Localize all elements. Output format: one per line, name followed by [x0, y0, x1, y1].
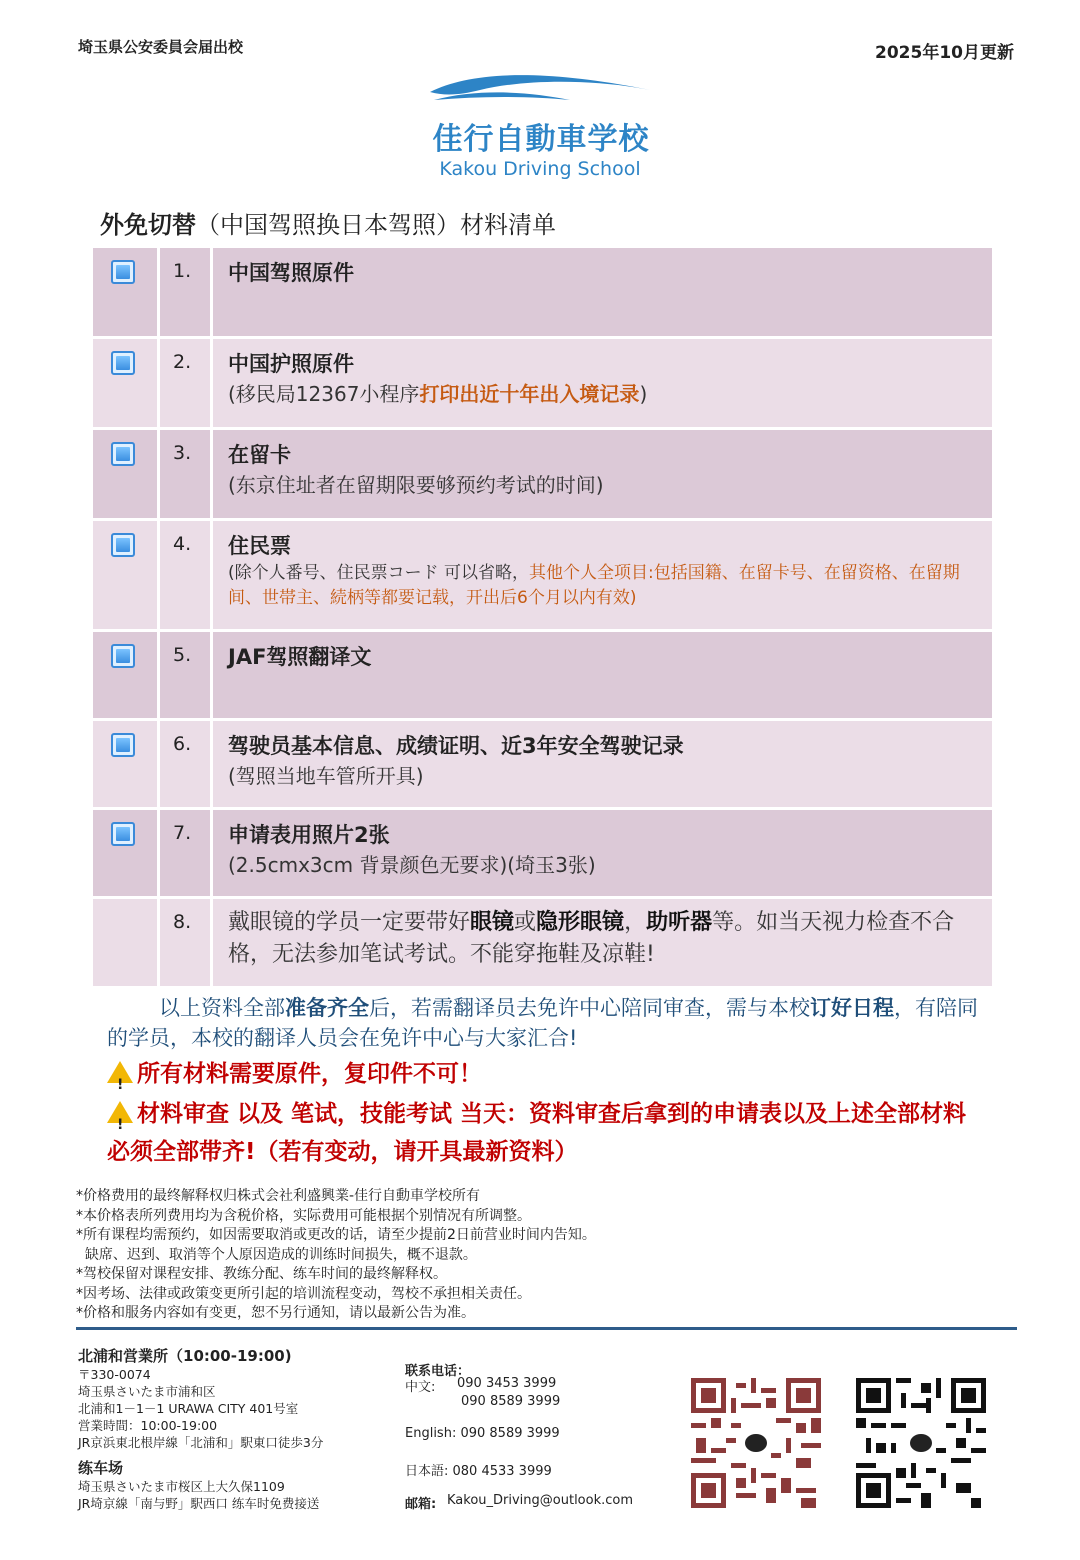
checklist-item-1 — [93, 248, 992, 339]
disclaimer-line: *价格费用的最终解释权归株式会社利盛興業-佳行自動車学校所有 — [76, 1188, 481, 1204]
disclaimer-line: *驾校保留对课程安排、教练分配、练车时间的最终解释权。 — [76, 1266, 447, 1282]
warning-icon — [107, 1101, 133, 1123]
practice-yard-info — [78, 1458, 319, 1512]
wechat-qr-code-2[interactable] — [856, 1378, 986, 1508]
item-number: 6. — [160, 721, 213, 807]
item-note: (驾照当地车管所开具) — [228, 764, 424, 788]
item-note: 戴眼镜的学员一定要带好眼镜或隐形眼镜，助听器等。如当天视力检查不合格，无法参加笔试考试。不能穿拖鞋及凉鞋! — [228, 910, 955, 967]
item-number: 8. — [160, 899, 213, 986]
item-number: 5. — [160, 632, 213, 718]
office-line: 〒330-0074 — [78, 1367, 151, 1382]
checklist-title — [100, 205, 556, 240]
wechat-qr-code-1[interactable] — [691, 1378, 821, 1508]
title-bold: 外免切替 — [100, 211, 196, 239]
school-name-en: Kakou Driving School — [439, 158, 641, 180]
disclaimer-line: *本价格表所列费用均为含税价格，实际费用可能根据个别情况有所调整。 — [76, 1207, 531, 1224]
office-line: JR京浜東北根岸線「北浦和」駅東口徒歩3分 — [78, 1435, 324, 1450]
item-note: (2.5cmx3cm 背景颜色无要求)(埼玉3张) — [228, 853, 596, 877]
item-note: (移民局12367小程序打印出近十年出入境记录) — [228, 382, 648, 406]
disclaimer-line: *因考场、法律或政策变更所引起的培训流程变动，驾校不承担相关责任。 — [76, 1285, 531, 1302]
contact-cn-label: 中文: — [405, 1380, 436, 1395]
office-line: 営業時間：10:00-19:00 — [78, 1418, 218, 1433]
disclaimer-line: *价格和服务内容如有变更，恕不另行通知，请以最新公告为准。 — [76, 1305, 475, 1321]
item-number: 2. — [160, 339, 213, 427]
warning-originals: !所有材料需要原件，复印件不可！ — [107, 1055, 987, 1093]
warning-bring-all: !材料审查 以及 笔试，技能考试 当天：资料审查后拿到的申请表以及上述全部材料必须全部带齐!（若有变动，请开具最新资料） — [107, 1095, 987, 1171]
school-logo — [420, 70, 660, 190]
checklist-item-8 — [93, 899, 992, 986]
yard-line: 埼玉県さいたま市桜区上大久保1109 — [78, 1479, 285, 1494]
school-name-cn: 佳行自動車学校 — [432, 122, 650, 157]
email-label: 邮箱: — [405, 1497, 437, 1512]
translator-notice: 以上资料全部准备齐全后，若需翻译员去免许中心陪同审查，需与本校订好日程，有陪同的学员，本校的翻译人员会在免许中心与大家汇合! — [107, 996, 978, 1050]
contact-title: 联系电话： — [405, 1364, 471, 1379]
checkbox-icon[interactable] — [111, 533, 135, 557]
item-title: 中国护照原件 — [228, 352, 354, 376]
item-note: (除个人番号、住民票コード 可以省略，其他个人全项目:包括国籍、在留卡号、在留资格、在留期间、世帯主、続柄等都要记载，开出后6个月以内有效) — [228, 563, 960, 608]
phone-en[interactable]: English: 090 8589 3999 — [405, 1426, 560, 1441]
item-number: 4. — [160, 521, 213, 629]
checklist-item-2 — [93, 339, 992, 430]
item-number: 1. — [160, 248, 213, 336]
warning-icon — [107, 1061, 133, 1083]
office-line: 北浦和1－1－1 URAWA CITY 401号室 — [78, 1401, 299, 1416]
checkbox-icon[interactable] — [111, 351, 135, 375]
yard-title: 练车场 — [78, 1459, 124, 1477]
wechat-icon — [741, 1428, 771, 1458]
checkbox-icon[interactable] — [111, 733, 135, 757]
phone-cn-2[interactable]: 090 8589 3999 — [461, 1394, 561, 1409]
footer-divider — [76, 1327, 1017, 1330]
item-title: 住民票 — [228, 534, 291, 558]
item-title: 在留卡 — [228, 443, 291, 467]
office-line: 埼玉県さいたま市浦和区 — [78, 1384, 216, 1399]
wave-icon — [420, 70, 660, 120]
phone-cn-1[interactable]: 090 3453 3999 — [457, 1376, 557, 1391]
office-title: 北浦和営業所（10:00-19:00) — [78, 1347, 292, 1365]
item-title: JAF驾照翻译文 — [228, 645, 372, 669]
checkbox-icon[interactable] — [111, 644, 135, 668]
materials-checklist — [93, 248, 992, 986]
checkbox-icon[interactable] — [111, 442, 135, 466]
checklist-item-7 — [93, 810, 992, 899]
title-rest: （中国驾照换日本驾照）材料清单 — [196, 211, 556, 239]
checkbox-icon[interactable] — [111, 260, 135, 284]
item-note: (东京住址者在留期限要够预约考试的时间) — [228, 473, 604, 497]
update-date: 2025年10月更新 — [875, 43, 1014, 63]
yard-line: JR埼京線「南与野」駅西口 练车时免费接送 — [78, 1496, 320, 1511]
contact-info — [405, 1360, 634, 1512]
item-number: 7. — [160, 810, 213, 896]
checkbox-icon[interactable] — [111, 822, 135, 846]
checklist-item-4 — [93, 521, 992, 632]
checklist-item-5 — [93, 632, 992, 721]
phone-jp[interactable]: 日本語: 080 4533 3999 — [405, 1464, 552, 1479]
office-info — [78, 1346, 323, 1451]
registration-note: 埼玉県公安委員会届出校 — [78, 38, 244, 56]
item-title: 驾驶员基本信息、成绩证明、近3年安全驾驶记录 — [228, 734, 684, 758]
item-title: 申请表用照片2张 — [228, 823, 390, 847]
email-address[interactable]: Kakou_Driving@outlook.com — [447, 1493, 634, 1508]
disclaimer-line: *所有课程均需预约，如因需要取消或更改的话，请至少提前2日前营业时间内告知。 — [76, 1227, 596, 1243]
wechat-icon — [906, 1428, 936, 1458]
disclaimer — [76, 1187, 976, 1324]
item-number: 3. — [160, 430, 213, 518]
disclaimer-line: 缺席、迟到、取消等个人原因造成的训练时间损失，概不退款。 — [76, 1246, 477, 1263]
checklist-item-6 — [93, 721, 992, 810]
item-title: 中国驾照原件 — [228, 261, 354, 285]
checklist-item-3 — [93, 430, 992, 521]
